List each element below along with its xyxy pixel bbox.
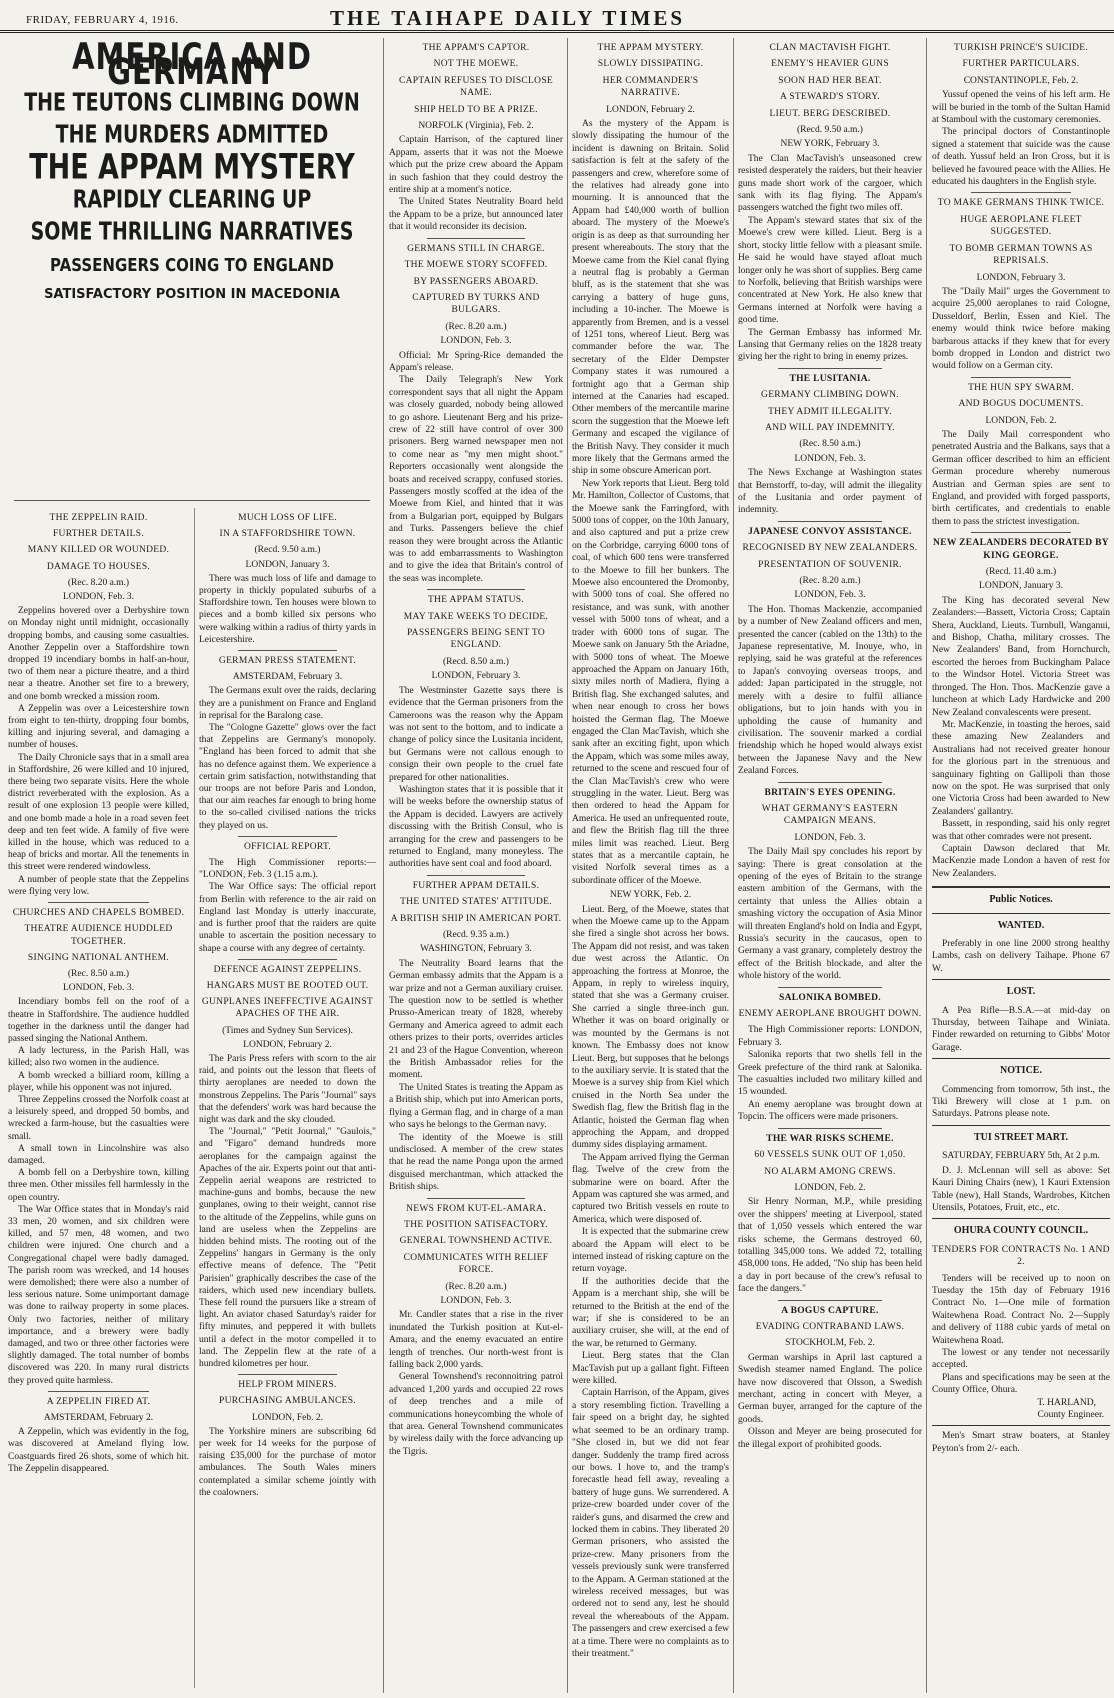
dateline: LONDON, Feb. 3.	[440, 1295, 512, 1306]
paragraph: Bassett, in responding, said his only regret was that other comrades were not present.	[932, 819, 1110, 842]
heading: THE LUSITANIA.	[789, 373, 871, 384]
dateline: LONDON, Feb. 2.	[252, 1412, 323, 1423]
heading: CAPTURED BY TURKS AND BULGARS.	[412, 292, 540, 316]
heading: SLOWLY DISSIPATING.	[597, 59, 704, 70]
paragraph: German warships in April last captured a Swedish steamer named England. The police have now discovered that Olsson, a Swedish merchant, acting in concert with Meyer, a German buyer, arranged for the capture of the goods.	[738, 1352, 922, 1425]
dateline: NEW YORK, Feb. 2.	[609, 890, 692, 901]
heading: HER COMMANDER'S NARRATIVE.	[602, 75, 699, 99]
heading: CHURCHES AND CHAPELS BOMBED.	[12, 908, 185, 919]
dateline: LONDON, Feb. 2.	[794, 1182, 866, 1193]
paragraph: An enemy aeroplane was brought down at Topcin. The officers were made prisoners.	[738, 1099, 922, 1123]
divider	[932, 1218, 1110, 1219]
paragraph: Washington states that it is possible that it will be weeks before the ownership status of the Appam is decided. Lawyers are actively discussing with the British Consul, who is arranging for the crew and passengers to be returned to England, many moneyless. The authorities have sent coal and food aboard.	[389, 784, 563, 870]
heading: TURKISH PRINCE'S SUICIDE.	[953, 43, 1089, 53]
mart-text: D. J. McLennan will sell as above: Set Kauri Dining Chairs (new), 1 Kauri Extension Table (new), Hall Stands, Wardrobes, Kitchen Utensils, Potatoes, Fruit, etc., etc.	[932, 1165, 1110, 1213]
heading: SHIP HELD TO BE A PRIZE.	[414, 104, 538, 115]
heading: GERMANY CLIMBING DOWN.	[761, 390, 899, 401]
heading: BRITAIN'S EYES OPENING.	[764, 787, 896, 798]
paragraph: A number of people state that the Zeppelins were flying very low.	[8, 874, 189, 897]
heading: GERMAN PRESS STATEMENT.	[218, 656, 357, 667]
headline-clearing: RAPIDLY CLEARING UP	[72, 185, 312, 215]
paragraph: Mr. MacKenzie, in toasting the heroes, said these amazing New Zealanders and Australians had not received greater honour for the glorious part in the strenuous and sanguinary fighting on Gallipoli than those now on the spot. He was surprised that only one Victoria Cross had been awarded to New Zealanders' gallantry.	[932, 719, 1110, 817]
dateline: LONDON, Feb. 2.	[985, 415, 1057, 426]
wanted-text: Preferably in one line 2000 strong healthy Lambs, cash on delivery Taihape. Phone 67 W.	[932, 939, 1110, 974]
divider	[971, 192, 1071, 193]
received-time: (Times and Sydney Sun Services).	[222, 1025, 353, 1036]
heading: THE APPAM STATUS.	[427, 595, 525, 606]
heading: THEY ADMIT ILLEGALITY.	[768, 406, 892, 417]
column-rule	[383, 38, 384, 1693]
received-time: (Rec. 8.50 a.m.)	[799, 439, 861, 450]
dateline: NEW YORK, February 3.	[780, 139, 880, 150]
heading: SOON HAD HER BEAT.	[778, 75, 882, 86]
paragraph: Captain Harrison, of the Appam, gives a story resembling fiction. Travelling a fair speed on a bright day, he sighted what seemed to be an ordinary tramp. "She closed in, but we did not fear danger. Suddenly the tramp fired across our bows. I hove to, and the tramp's forecastle head fell away, revealing a battery of huge guns. We surrendered. A prize-crew boarded under cover of the raider's guns, and disarmed the crew and locked them in cabins. They liberated 20 German prisoners, who assisted the prize-crew. Many prisoners from the vessels previously sunk were transferred to the Appam. A German stationed at the wireless received messages, but was ordered not to send any, lest he should reveal the whereabouts of the Appam. The passengers and crew exercised a few at a time. There were no complaints as to their treatment."	[572, 1388, 729, 1659]
divider	[932, 886, 1110, 888]
paragraph: A bomb fell on a Derbyshire town, killing three men. Other missiles fell harmlessly in the open country.	[8, 1168, 189, 1203]
dateline: LONDON, January 3.	[979, 581, 1063, 592]
heading: AND WILL PAY INDEMNITY.	[765, 422, 895, 433]
heading: THE HUN SPY SWARM.	[968, 382, 1074, 393]
heading: GUNPLANES INEFFECTIVE AGAINST APACHES OF THE AIR.	[201, 997, 374, 1020]
dateline: LONDON, Feb. 3.	[63, 983, 134, 994]
paragraph: There was much loss of life and damage to property in thickly populated suburbs of a Staffordshire town. Ten houses were blown to pieces and a bomb killed six persons who were walking within a radius of thirty yards in Leicestershire.	[199, 573, 376, 645]
paragraph: A Zeppelin, which was evidently in the fog, was discovered at Ameland flying low. Coastguards fired 26 shots, some of which hit. The Zeppelin disappeared.	[8, 1427, 189, 1474]
council-heading: OHURA COUNTY COUNCIL.	[953, 1225, 1089, 1237]
column-clan-mactavish	[738, 38, 922, 1693]
heading: ENEMY'S HEAVIER GUNS	[771, 59, 889, 70]
lead-headlines	[8, 38, 376, 500]
dateline: LONDON, February 3.	[976, 272, 1066, 283]
tender-text: Plans and specifications may be seen at the County Office, Ohura.	[932, 1372, 1110, 1396]
received-time: (Rec. 8.20 a.m.)	[445, 1281, 507, 1292]
received-time: (Recd. 11.40 a.m.)	[985, 567, 1057, 578]
heading: AND BOGUS DOCUMENTS.	[958, 399, 1084, 410]
divider	[932, 913, 1110, 914]
dateline: AMSTERDAM, February 3.	[232, 672, 343, 683]
tender-heading: TENDERS FOR CONTRACTS No. 1 AND 2.	[932, 1244, 1110, 1268]
paragraph: The United States is treating the Appam as a British ship, which put into American ports, flying a German flag, and in charge of a man who says he belongs to the German navy.	[389, 1082, 563, 1131]
heading: PRESENTATION OF SOUVENIR.	[758, 559, 902, 570]
paragraph: The Appam's steward states that six of the Moewe's crew were killed. Lieut. Berg is a short, stocky little fellow with a pleasant smile. He said he would have stayed afloat much longer only he was short of supplies. Berg came to Norfolk, believing that British warships were concentrated at New York. He also knew that Germans interned at Norfolk were having a good time.	[738, 215, 922, 326]
heading: JAPANESE CONVOY ASSISTANCE.	[748, 526, 912, 537]
lost-text: A Pea Rifle—B.S.A.—at mid-day on Thursday, between Taihape and Winiata. Finder rewarded on returning to Gibbs' Motor Garage.	[932, 1005, 1110, 1053]
mart-date: SATURDAY, FEBRUARY 5th, At 2 p.m.	[942, 1151, 1100, 1162]
divider	[971, 532, 1071, 533]
heading: A STEWARD'S STORY.	[780, 92, 880, 103]
paragraph: Lieut. Berg states that the Clan MacTavish put up a gallant fight. Fifteen were killed.	[572, 1351, 729, 1387]
dateline: LONDON, Feb. 3.	[440, 336, 512, 347]
paragraph: The Paris Press refers with scorn to the air raid, and points out the lesson that fleets of thirty aeroplanes are needed to down the monstrous Zeppelins. The Paris "Journal" says that the defenders' work was hard because the night was dark and the sky clouded.	[199, 1053, 376, 1125]
paragraph: The War Office states that in Monday's raid 33 men, 20 women, and six children were killed, and 57 men, 48 women, and two children were injured. One church and a Congregational chapel were badly damaged. The parish room was wrecked, and 14 houses were demolished; there were also a number of less serious nature. Some unimportant damage was done to railway property in some places. Only two factories, neither of military importance, and a brewery were badly damaged, and two or three other factories were slightly damaged. The total number of bombs discovered was 220. In many rural districts they proved quite harmless.	[8, 1204, 189, 1386]
advertisement: Men's Smart straw boaters, at Stanley Peyton's from 2/- each.	[932, 1431, 1110, 1454]
heading: A BRITISH SHIP IN AMERICAN PORT.	[390, 913, 562, 924]
heading: PASSENGERS BEING SENT TO ENGLAND.	[406, 628, 546, 651]
heading: CAPTAIN REFUSES TO DISCLOSE NAME.	[399, 75, 553, 99]
lead-divider	[14, 500, 370, 501]
heading: TO BOMB GERMAN TOWNS AS REPRISALS.	[949, 243, 1093, 267]
paragraph: The Westminster Gazette says there is evidence that the German prisoners from the Cameroons was the reason why the Appam was not sent to the bottom, and to indicate a change of policy since the Lusitania incident, but Germans were not callous enough to consign their own people to the cruel fate prepared for other nationalities.	[389, 685, 563, 783]
paragraph: The German Embassy has informed Mr. Lansing that Germany relies on the 1828 treaty giving her the right to bring in enemy prizes.	[738, 327, 922, 363]
paragraph: The Germans exult over the raids, declaring they are a punishment on France and England in reprisal for the Baralong case.	[199, 686, 376, 721]
dateline: LONDON, Feb. 3.	[63, 592, 134, 603]
dateline: LONDON, Feb. 3.	[794, 832, 866, 843]
heading: GENERAL TOWNSHEND ACTIVE.	[399, 1236, 553, 1247]
heading: THE UNITED STATES' ATTITUDE.	[400, 897, 552, 908]
paragraph: Lieut. Berg, of the Moewe, states that when the Moewe came up to the Appam she fired a single shot across her bows. The Appam did not resist, and was taken due west across the Atlantic. On approaching the fortress at Monroe, the Appam, in reply to wireless inquiry, stated that she was a Germany cruiser. She carried a single three-inch gun. Whether it was on board originally or was mounted by the Germans is not known. The Embassy does not know Lieut. Berg, but supposes that he belongs to the auxiliary servie. It is stated that the Moewe is a survey ship from Kiel which cruised in the North Sea under the Swedish flag, flew the British flag in the Atlantic, hoisted the German flag when approching the Appam, and dropped dummy sides displaying armament.	[572, 904, 729, 1151]
paragraph: The Yorkshire miners are subscribing 6d per week for 14 weeks for the purpose of raising £35,000 for the purchase of motor ambulances. The South Wales miners contemplated a similar scheme jointly with the coalowners.	[199, 1426, 376, 1498]
headline-america-germany: AMERICA AND GERMANY	[72, 38, 312, 94]
notice-heading: NOTICE.	[1000, 1065, 1042, 1077]
dateline: LONDON, Feb. 3.	[794, 453, 866, 464]
paragraph: The Appam arrived flying the German flag. Twelve of the crew from the submarine were on board. After the Appam was captured she was armed, and captured two British vessels en route to America, which were disposed of.	[572, 1152, 729, 1225]
received-time: (Recd. 8.50 a.m.)	[443, 656, 509, 667]
paragraph: A Zeppelin was over a Leicestershire town from eight to ten-thirty, dropping four bombs, killing and injuring several, and damaging a number of houses.	[8, 703, 189, 751]
headline-macedonia: SATISFACTORY POSITION IN MACEDONIA	[44, 287, 340, 303]
dateline: LONDON, Feb. 3.	[794, 590, 866, 601]
received-time: (Recd. 9.50 a.m.)	[254, 545, 321, 556]
mart-heading: TUI STREET MART.	[973, 1131, 1069, 1143]
paragraph: Olsson and Meyer are being prosecuted for the illegal export of prohibited goods.	[738, 1427, 922, 1450]
paragraph: Three Zeppelins crossed the Norfolk coast at a leisurely speed, and dropped 50 bombs, and wrecked a farm-house, but the casualties were small.	[8, 1094, 189, 1142]
divider	[778, 987, 881, 988]
headline-narratives: SOME THRILLING NARRATIVES	[30, 218, 354, 247]
divider	[238, 650, 337, 651]
heading: DEFENCE AGAINST ZEPPELINS.	[213, 964, 362, 975]
divider	[778, 1300, 881, 1301]
column-rule	[194, 508, 195, 1688]
divider	[932, 979, 1110, 980]
received-time: (Rec. 8.20 a.m.)	[67, 577, 130, 588]
paragraph: The Hon. Thomas Mackenzie, accompanied by a number of New Zealand officers and men, presented the cancer (cabled on the 13th) to the Japanese representative, M. Inouye, who, in replying, said he was grateful at the references to Japan's convoying overseas troops, and added: Japan participated in the struggle, not merely with a desire to fulfil alliance obligations, but to join hands with you in upholding the cause of humanity and civilisation. The souvenir marked a cordial friendship which he hoped would always exist between the Japanese Navy and the New Zealand Forces.	[738, 604, 922, 777]
paragraph: Salonika reports that two shells fell in the Greek prefecture of the third rank at Salonika. The casualties included two military killed and 15 wounded.	[738, 1050, 922, 1098]
received-time: (Recd. 9.35 a.m.)	[443, 930, 509, 940]
divider	[778, 521, 881, 522]
divider	[932, 1425, 1110, 1426]
received-time: (Rec. 8.50 a.m.)	[67, 968, 130, 979]
divider	[238, 836, 337, 837]
column-rule	[567, 38, 568, 1693]
paragraph: The United States Neutrality Board held the Appam to be a prize, but announced later that it would reconsider its decision.	[389, 197, 563, 233]
heading: THE WAR RISKS SCHEME.	[766, 1133, 894, 1144]
divider	[427, 238, 524, 239]
paragraph: The Neutrality Board learns that the German embassy admits that the Appam is a war prize and not a German auxiliary cruiser. The question now to be settled is whether Prusso-American treaty of 1828, whereby Germany and America agreed to admit each others prizes to their ports, overrides articles 21 and 23 of the Hague Convention, whereon the British Ambassador relies for the moment.	[389, 958, 563, 1081]
heading: SINGING NATIONAL ANTHEM.	[27, 952, 170, 963]
heading: A BOGUS CAPTURE.	[781, 1305, 879, 1316]
heading: THE APPAM MYSTERY.	[597, 43, 704, 53]
heading: WHAT GERMANY'S EASTERN CAMPAIGN MEANS.	[761, 803, 899, 827]
heading: HELP FROM MINERS.	[238, 1380, 337, 1391]
heading: THE MOEWE STORY SCOFFED.	[404, 260, 548, 271]
divider	[238, 959, 337, 960]
paragraph: The "Cologne Gazette" glows over the fact that Zeppelins are Germany's monopoly. "England has been forced to admit that she has no defence against them. We experience a certain grim satisfaction, notwithstanding that our troops are not before Paris and London, that our aim reaches far enough to bring home to the so-called civilised nations the tricks they played on us.	[199, 723, 376, 831]
heading: FURTHER DETAILS.	[52, 529, 145, 540]
paragraph: The King has decorated several New Zealanders:—Bassett, Victoria Cross; Captain Shera, Auckland, Lieuts. Turnbull, Wanganui, and Bishop, Chatha, military crosses. The New Zealanders' Band, from Hornchurch, escorted the heroes from Buckingham Palace to the Windsor Hotel. Victoria Street was thronged. The Hon. Thos. MacKenzie gave a luncheon at which Lady Hardwicke and 200 New Zealand convalescents were present.	[932, 595, 1110, 718]
heading: NOT THE MOEWE.	[433, 59, 519, 70]
heading: MUCH LOSS OF LIFE.	[238, 513, 337, 523]
paragraph: A small town in Lincolnshire was also damaged.	[8, 1143, 189, 1166]
paragraph: General Townshend's reconnoitring patrol advanced 1,200 yards and occupied 22 rows of deep trenches and a mile of communications honeycombing the whole of that area. General Townshend communicates by wireless daily with the force advancing up the Tigris.	[389, 1372, 563, 1457]
paragraph: The War Office says: The official report from Berlin with reference to the air raid on England last Monday is utterly inaccurate, and is further proof that the raiders are quite unable to ascertain the position necessary to shape a course with any degree of certainty.	[199, 882, 376, 954]
paragraph: As the mystery of the Appam is slowly dissipating the humour of the incident is dawning on Britain. Solid satisfaction is felt at the safety of the passengers and crew, wherefore some of the relatives had already gone into mourning. It is announced that the Appam had £40,000 worth of bullion aboard. The mystery of the Moewe's origin is as deep as that surrounding her present whereabouts. The story that the Moewe came from the Kiel canal flying a neutral flag is probably a German bluff, as is the statement that she was carrying a battery of huge guns, including a 10-incher. The Moewe is apparently from Bremen, and is a vessel of 1251 tons, whereof Lieut. Berg was commander before the war. The secretary of the Elder Dempster Company states it was rumoured a fortnight ago that a German ship interned at the Canaries had escaped. Other members of the mercantile marine scorn the suggestion that the Moewe left Germany and escaped the vigilance of the British Navy. They consider it much more likely that the Germans armed the ship in some obscure American port.	[572, 119, 729, 477]
column-rule	[926, 38, 927, 1693]
divider	[48, 1391, 149, 1392]
paragraph: The Daily Mail correspondent who penetrated Austria and the Balkans, says that a German officer described to him an efficient German procedure whereby numerous Austrian and German spies are sent to England, and provided with forged passports, birth certificates, and credentials to enable them to pass the strictest investigation.	[932, 429, 1110, 527]
divider	[48, 902, 149, 903]
paragraph: The Daily Telegraph's New York correspondent says that all night the Appam was closely guarded, nobody being allowed to go ashore. Lieutenant Berg and his prize-crew of 22 still have control of over 300 prisoners. Berg warned newspaper men not to come near as "my men might shoot." Reporters occasionally went alongside the boats and received scrappy, confused stories. Passengers mostly scoffed at the idea of the Moewe from Kiel, and hinted that it was from a Bulgarian port, equipped by Bulgars and Turks. Passengers believe the chief reason they were brought across the Atlantic was to add embarrassments to Washington and to give the idea that Britain's control of the seas was incomplete.	[389, 375, 563, 584]
heading: LIEUT. BERG DESCRIBED.	[769, 108, 891, 119]
heading: ENEMY AEROPLANE BROUGHT DOWN.	[738, 1009, 922, 1020]
heading: THE APPAM'S CAPTOR.	[422, 43, 530, 53]
paragraph: The High Commissioner reports:— "LONDON, Feb. 3 (1.15 a.m.).	[199, 858, 376, 881]
paragraph: Zeppelins hovered over a Derbyshire town on Monday night until midnight, occasionally dropping bombs, and causing some casualties. Another Zeppelin over a Staffordshire town dropped 19 incendiary bombs in half-an-hour, two of them near a picture theatre, and a third near a theatre. Another set fire to a brewery, and one bomb wrecked a mission room.	[8, 606, 189, 702]
paragraph: The "Journal," "Petit Journal," "Gaulois," and "Figaro" demand hundreds more aeroplanes for the campaign against the Apaches of the air. Experts point out that anti-Zeppelin aerial weapons are restricted to machine-guns and bombs, because the new gunplanes, owing to their weight, cannot rise to the altitude of the Zeppelins, while guns on land are useless when the Zeppelins are hidden behind mists. The rooting out of the Zeppelins' hangars in Germany is the only effective means of defence. The "Petit Parisien" graphically describes the case of the raiders, which used new incendiary bullets. These fell round the pursuers like a stream of light. An aviator chased Saturday's raider for fifty minutes, and peppered it with bullets until a defect in the motor compelled it to land. The Zeppelin flew at the rate of a hundred kilometres per hour.	[199, 1127, 376, 1369]
dateline: LONDON, February 3.	[431, 671, 521, 682]
staffordshire-article	[199, 508, 376, 1688]
paragraph: It is expected that the submarine crew aboard the Appam will elect to be interned instead of risking capture on the return voyage.	[572, 1227, 729, 1275]
tender-text: Tenders will be received up to noon on Tuesday the 15th day of February 1916 Contract No. 1—One mile of formation Waitewhena Road. Contract No. 2—Supply and delivery of 1188 cubic yards of metal on Waitewhena Road.	[932, 1273, 1110, 1346]
paragraph: The "Daily Mail" urges the Government to acquire 25,000 aeroplanes to raid Cologne, Dusseldorf, Berlin, Essen and Kiel. The enemy would think twice before making barbarous attacks if they knew that for every bomb dropped in London and district two would follow on a German city.	[932, 286, 1110, 372]
heading: MAY TAKE WEEKS TO DECIDE.	[403, 611, 549, 622]
received-time: (Rec. 8.20 a.m.)	[445, 321, 507, 332]
headline-passengers: PASSENGERS COING TO ENGLAND	[49, 254, 334, 276]
heading: IN A STAFFORDSHIRE TOWN.	[219, 529, 356, 540]
paragraph: The principal doctors of Constantinople signed a statement that suicide was the cause of death. Yussuf held an Iron Cross, but it is believed he favoured peace with the Allies. He educated his daughters in the English style.	[932, 127, 1110, 188]
paragraph: A lady lecturess, in the Parish Hall, was killed; also two women in the audience.	[8, 1046, 189, 1069]
divider	[238, 1374, 337, 1375]
heading: NO ALARM AMONG CREWS.	[764, 1166, 896, 1177]
received-time: (Recd. 9.50 a.m.)	[797, 125, 863, 136]
headline-teutons: THE TEUTONS CLIMBING DOWN	[24, 88, 360, 118]
heading: NEWS FROM KUT-EL-AMARA.	[406, 1203, 546, 1214]
paragraph: Captain Harrison, of the captured liner Appam, asserts that it was not the Moewe which put the prize crew aboard the Appam in such fashion that they could destroy the entire ship at a moment's notice.	[389, 135, 563, 196]
heading: RECOGNISED BY NEW ZEALANDERS.	[742, 543, 918, 554]
paragraph: The News Exchange at Washington states that Bernstorff, to-day, will admit the illegality of the Lusitania and order payment of indemnity.	[738, 468, 922, 516]
divider	[427, 875, 524, 876]
heading: CLAN MACTAVISH FIGHT.	[769, 43, 891, 53]
column-turkish-prince	[932, 38, 1110, 1693]
dateline: WASHINGTON, February 3.	[420, 944, 532, 955]
paragraph: Incendiary bombs fell on the roof of a theatre in Staffordshire. The audience huddled together in the darkness until the danger had passed singing the National Anthem.	[8, 997, 189, 1044]
heading: COMMUNICATES WITH RELIEF FORCE.	[403, 1252, 549, 1276]
heading: FURTHER APPAM DETAILS.	[412, 880, 540, 891]
heading: THE POSITION SATISFACTORY.	[404, 1219, 548, 1230]
heading: SALONIKA BOMBED.	[779, 992, 881, 1003]
heading: FURTHER PARTICULARS.	[962, 59, 1080, 70]
dateline: AMSTERDAM, February 2.	[43, 1413, 154, 1424]
issue-date: FRIDAY, FEBRUARY 4, 1916.	[26, 14, 179, 26]
paragraph: The Clan MacTavish's unseasoned crew resisted desperately the raiders, but their heavier guns made short work of the cargoer, which sank with its flag flying. The Appam's passengers watched the fight two miles off.	[738, 153, 922, 214]
tender-text: The lowest or any tender not necessarily accepted.	[932, 1347, 1110, 1371]
heading: BY PASSENGERS ABOARD.	[413, 276, 539, 287]
heading: A ZEPPELIN FIRED AT.	[46, 1396, 151, 1407]
lead-column	[4, 38, 380, 1693]
paragraph: If the authorities decide that the Appam is a merchant ship, she will be returned to the British at the end of the war; if she is considered to be an auxiliary cruiser, she will, at the end of the war, be returned to Germany.	[572, 1276, 729, 1349]
divider	[778, 782, 881, 783]
paragraph: New York reports that Lieut. Berg told Mr. Hamilton, Collector of Customs, that the Moewe sank the Farringford, with 5000 tons of copper, on the 10th January, and also captured and put a prize crew on the Corbridge, carrying 6000 tons of coal, of which 600 tens were transferred to the Moewe to fill her bunkers. The Moewe also encountered the Dromonby, with 5000 tons of coal. She offered no resistance, and was sunk, with another vessel with 5000 tons of wheat, and a trader with 6000 tons of sugar. The Moewe sank on January 5th the Ariadne, with 5000 tons of wheat. The Moewe approached the Appam on January 16th, sixty miles north of Madiera, flying a British flag. She exchanged salutes, and when near enough to cross her bows hoisted the German flag. The Moewe engaged the Clan MacTavish, which she sank after an exciting fight, upon which the Appam, which was some miles away, returned to the scene and rescued four of the Clan MacTavish's crew who were struggling in the water. Lieut. Berg was then ordered to head the Appam for America. He used an unfrequented route, and flew the British flag till the three miles limit was reached. Lieut. Berg states that as a mercantile captain, he visited Norfolk several times as a subordinate officer of the Moewe.	[572, 478, 729, 886]
divider	[778, 368, 881, 369]
paragraph: Official: Mr Spring-Rice demanded the Appam's release.	[389, 350, 563, 373]
heading: THE ZEPPELIN RAID.	[49, 513, 148, 523]
dateline: STOCKHOLM, Feb. 2.	[785, 1338, 875, 1349]
heading: 60 VESSELS SUNK OUT OF 1,050.	[754, 1150, 906, 1161]
paragraph: The Daily Chronicle says that in a small area in Staffordshire, 26 were killed and 10 injured, there being two separate visits. Here the whole district reverberated with the explosion. As a result of one explosion 13 people were killed, and one bomb made a hole in a road seven feet deep and ten feet wide. A family of five were killed in the house, which was reduced to a heap of bricks and mortar. All the tenements in this street were rendered windowless.	[8, 752, 189, 873]
paragraph: Captain Dawson declared that Mr. MacKenzie made London a haven of rest for New Zealanders.	[932, 843, 1110, 879]
dateline: CONSTANTINOPLE, Feb. 2.	[963, 75, 1079, 86]
heading: THEATRE AUDIENCE HUDDLED TOGETHER.	[24, 924, 173, 947]
heading: PURCHASING AMBULANCES.	[219, 1396, 356, 1407]
divider	[932, 1058, 1110, 1059]
lost-heading: LOST.	[1006, 986, 1036, 998]
heading: EVADING CONTRABAND LAWS.	[755, 1321, 905, 1332]
dateline: LONDON, February 2.	[243, 1039, 332, 1050]
column-appam-mystery	[572, 38, 729, 1693]
heading: MANY KILLED OR WOUNDED.	[27, 545, 170, 556]
heading: DAMAGE TO HOUSES.	[46, 561, 151, 572]
paragraph: A bomb wrecked a billiard room, killing a player, while his opponent was not injured.	[8, 1070, 189, 1093]
heading: GERMANS STILL IN CHARGE.	[407, 243, 545, 254]
wanted-heading: WANTED.	[997, 919, 1045, 931]
column-rule	[733, 38, 734, 1693]
paragraph: The High Commissioner reports: LONDON, February 3.	[738, 1025, 922, 1048]
headline-murders: THE MURDERS ADMITTED	[55, 120, 329, 150]
dateline: NORFOLK (Virginia), Feb. 2.	[418, 121, 534, 132]
headline-appam-mystery: THE APPAM MYSTERY	[29, 146, 355, 188]
paragraph: The identity of the Moewe is still undisclosed. A member of the crew states that he read the name Ponga upon the armed disguised merchantman, which attacked the British ships.	[389, 1132, 563, 1193]
paragraph: Yussuf opened the veins of his left arm. He will be buried in the tomb of the Sultan Hamid at Stamboul with the customary ceremonies.	[932, 90, 1110, 126]
notice-text: Commencing from tomorrow, 5th inst., the Tiki Brewery will close at 1 p.m. on Saturdays. Patrons please note.	[932, 1084, 1110, 1120]
divider	[932, 1125, 1110, 1126]
heading: HANGARS MUST BE ROOTED OUT.	[206, 980, 369, 991]
heading: OFFICIAL REPORT.	[243, 841, 332, 852]
dateline: LONDON, February 2.	[606, 104, 695, 115]
divider	[427, 589, 524, 590]
paragraph: Sir Henry Norman, M.P., while presiding over the shippers' meeting at Liverpool, stated that of 1,050 vessels which entered the war risks scheme, the Germans destroyed 60, totalling 345,000 tons. We added 72, totalling 458,000 tons. He added, "No ship has been held a day in port because of the crew's refusal to face the dangers."	[738, 1197, 922, 1295]
divider	[778, 1128, 881, 1129]
signature-title: County Engineer.	[1037, 1410, 1104, 1420]
heading: TO MAKE GERMANS THINK TWICE.	[937, 198, 1105, 209]
divider	[427, 1198, 524, 1199]
heading: HUGE AEROPLANE FLEET SUGGESTED.	[960, 214, 1082, 238]
divider	[971, 377, 1071, 378]
newspaper-title: THE TAIHAPE DAILY TIMES	[330, 6, 686, 30]
signature-name: T. HARLAND,	[1037, 1397, 1096, 1408]
received-time: (Rec. 8.20 a.m.)	[799, 576, 861, 587]
heading: NEW ZEALANDERS DECORATED BY KING GEORGE.	[933, 538, 1109, 561]
paragraph: The Daily Mail spy concludes his report by saying: There is great consolation at the opening of the eyes of Britain to the strange eastern ambition of the Germans, with the certainty that unless the Allies obtain a smashing victory the occupation of Asia Minor will threaten England's hold on India and Egypt, Russia's security in the caucasus, open to Germany a vast granary, completely destroy the effect of the British blockade, and alter the whole history of the world.	[738, 847, 922, 982]
zeppelin-raid-article	[8, 508, 189, 1688]
paragraph: Mr. Candler states that a rise in the river inundated the Turkish position at Kut-el-Amara, and the enemy evacuated an entire length of trenches. Our north-west front is falling back 2,000 yards.	[389, 1310, 563, 1370]
column-appam-captor	[389, 38, 563, 1693]
dateline: LONDON, January 3.	[245, 559, 330, 570]
masthead	[0, 0, 1114, 33]
public-notices-heading: Public Notices.	[989, 894, 1053, 906]
